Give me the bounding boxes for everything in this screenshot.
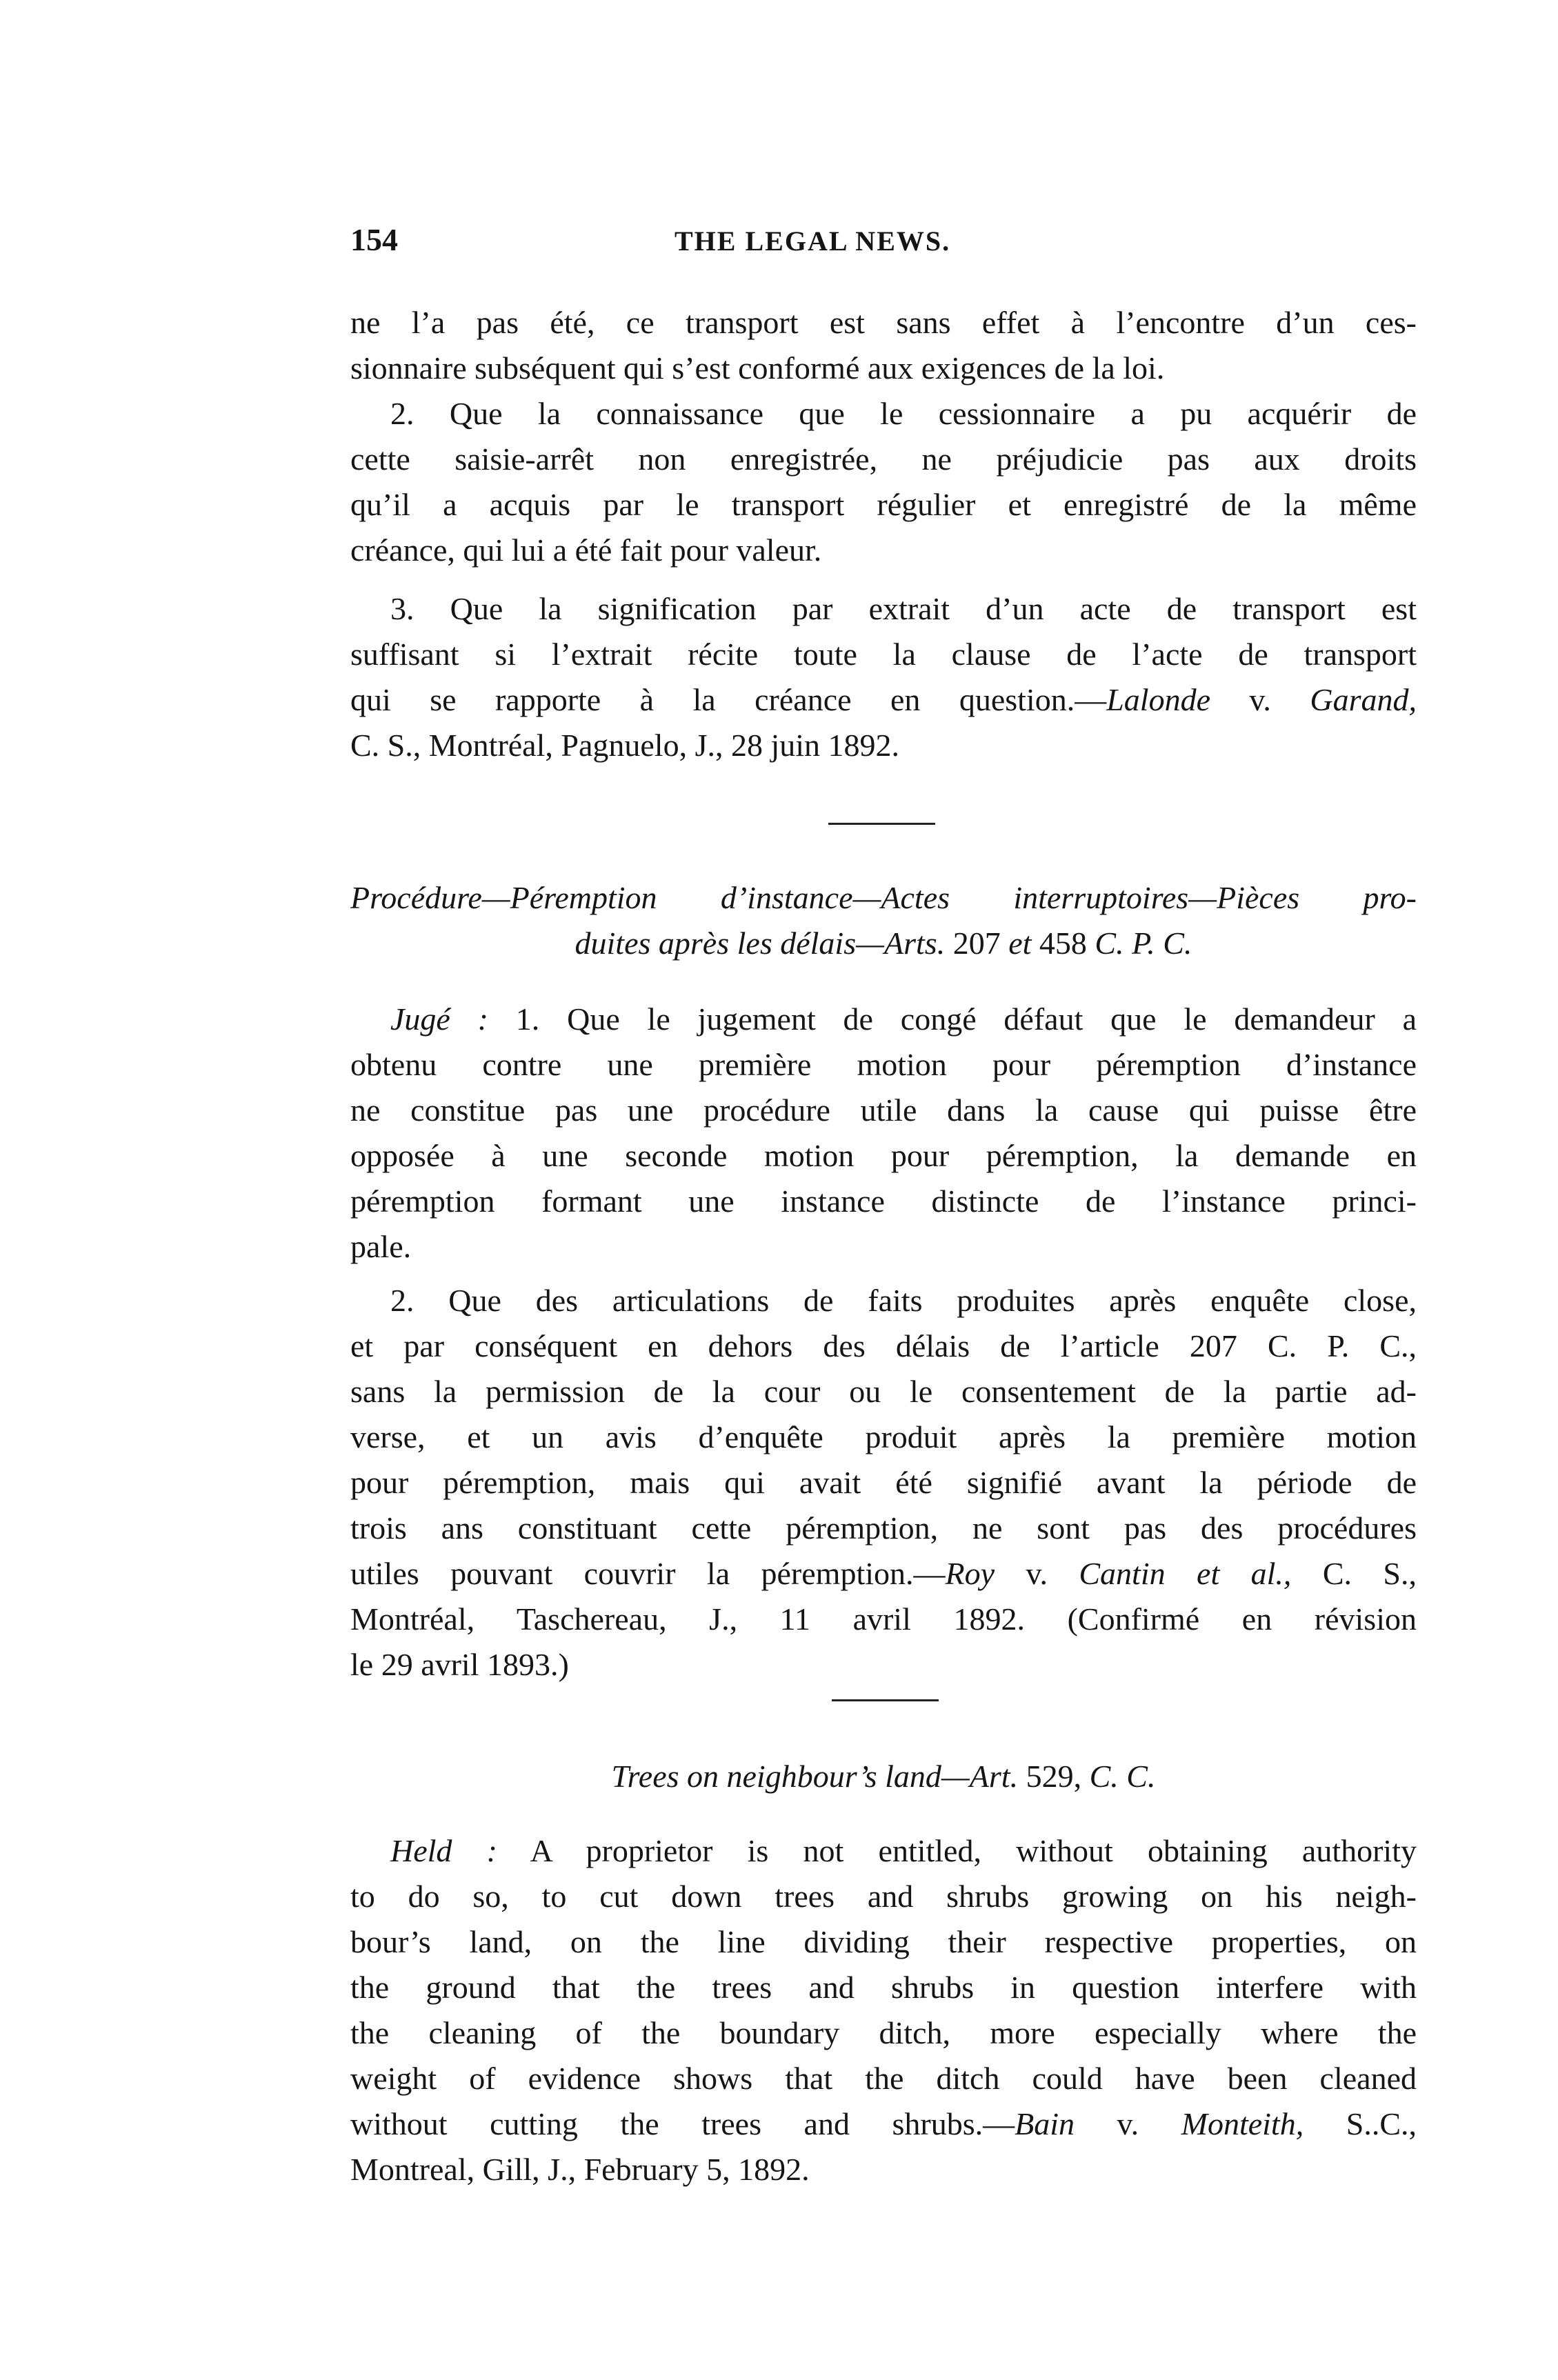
- case-versus: v.: [1210, 682, 1310, 717]
- case-citation-line: [350, 2101, 1417, 2148]
- case-party: Bain: [1015, 2106, 1075, 2141]
- text-line: pale.: [350, 1229, 412, 1264]
- heading-segment: 458: [1039, 926, 1087, 961]
- text-line: [350, 996, 1417, 1043]
- section-divider: [832, 1699, 939, 1701]
- text-line: et par conséquent en dehors des délais de l’article 207 C. P. C.,: [350, 1328, 1417, 1363]
- case-court: C. S.,: [1291, 1556, 1417, 1591]
- text-line: cette saisie-arrêt non enregistrée, ne préjudicie pas aux droits: [350, 441, 1417, 477]
- text-line: Montréal, Taschereau, J., 11 avril 1892. (Confirmé en révision: [350, 1601, 1417, 1637]
- heading-segment: 529,: [1026, 1759, 1082, 1794]
- running-title: THE LEGAL NEWS.: [675, 226, 951, 257]
- page-header: [350, 219, 1417, 261]
- case-party: Cantin et al.,: [1079, 1556, 1292, 1591]
- text-line: créance, qui lui a été fait pour valeur.: [350, 532, 822, 568]
- text-line: pour péremption, mais qui avait été signifié avant la période de: [350, 1465, 1417, 1500]
- section-heading-continued: [350, 920, 1417, 967]
- text-line: sans la permission de la cour ou le consentement de la partie ad-: [350, 1374, 1417, 1409]
- text-segment: qui se rapporte à la créance en question.—: [350, 682, 1107, 717]
- text-line: the cleaning of the boundary ditch, more especially where the: [350, 2015, 1417, 2050]
- heading-segment: duites après les délais—Arts.: [575, 926, 953, 961]
- heading-segment: Trees on neighbour’s land—Art.: [611, 1759, 1026, 1794]
- text-line: obtenu contre une première motion pour péremption d’instance: [350, 1047, 1417, 1082]
- case-versus: v.: [995, 1556, 1079, 1591]
- case-party: Garand,: [1310, 682, 1417, 717]
- text-line: weight of evidence shows that the ditch could have been cleaned: [350, 2061, 1417, 2096]
- text-line: trois ans constituant cette péremption, ne sont pas des procédures: [350, 1510, 1417, 1546]
- text-line: suffisant si l’extrait récite toute la clause de l’acte de transport: [350, 637, 1417, 672]
- case-party: Roy: [945, 1556, 995, 1591]
- text-line: C. S., Montréal, Pagnuelo, J., 28 juin 1892.: [350, 728, 900, 763]
- heading-segment: C. C.: [1081, 1759, 1156, 1794]
- text-line: verse, et un avis d’enquête produit après la première motion: [350, 1419, 1417, 1454]
- case-citation-line: [350, 677, 1417, 723]
- text-segment: utiles pouvant couvrir la péremption.—: [350, 1556, 946, 1591]
- text-line: ne l’a pas été, ce transport est sans effet à l’encontre d’un ces-: [350, 305, 1417, 340]
- text-segment: A proprietor is not entitled, without obtaining authority: [497, 1833, 1417, 1868]
- text-line: 2. Que la connaissance que le cessionnaire a pu acquérir de: [390, 396, 1417, 431]
- text-line: sionnaire subséquent qui s’est conformé aux exigences de la loi.: [350, 350, 1165, 386]
- text-line: the ground that the trees and shrubs in question interfere with: [350, 1970, 1417, 2005]
- text-line: 3. Que la signification par extrait d’un acte de transport est: [390, 591, 1417, 626]
- heading-segment: C. P. C.: [1086, 926, 1192, 961]
- section-divider: [828, 823, 935, 825]
- juge-label: Jugé :: [390, 1001, 488, 1037]
- section-heading: Procédure—Péremption d’instance—Actes interruptoires—Pièces pro-: [350, 880, 1417, 915]
- text-segment: without cutting the trees and shrubs.—: [350, 2106, 1015, 2141]
- case-court: S..C.,: [1304, 2106, 1417, 2141]
- text-line: ne constitue pas une procédure utile dans la cause qui puisse être: [350, 1092, 1417, 1128]
- text-line: qu’il a acquis par le transport régulier et enregistré de la même: [350, 487, 1417, 522]
- text-line: bour’s land, on the line dividing their respective properties, on: [350, 1924, 1417, 1959]
- case-party: Monteith,: [1181, 2106, 1304, 2141]
- case-party: Lalonde: [1106, 682, 1210, 717]
- case-citation-line: [350, 1550, 1417, 1597]
- text-segment: 1. Que le jugement de congé défaut que le demandeur a: [488, 1001, 1417, 1037]
- page-number: 154: [350, 222, 398, 257]
- text-line: 2. Que des articulations de faits produites après enquête close,: [390, 1283, 1417, 1318]
- text-line: [350, 1828, 1417, 1874]
- text-line: Montreal, Gill, J., February 5, 1892.: [350, 2152, 810, 2187]
- text-line: opposée à une seconde motion pour péremption, la demande en: [350, 1138, 1417, 1173]
- heading-segment: 207: [952, 926, 1001, 961]
- text-line: péremption formant une instance distincte de l’instance princi-: [350, 1183, 1417, 1219]
- held-label: Held :: [390, 1833, 497, 1868]
- text-line: to do so, to cut down trees and shrubs growing on his neigh-: [350, 1879, 1417, 1914]
- case-versus: v.: [1075, 2106, 1181, 2141]
- section-heading: [350, 1753, 1417, 1800]
- heading-segment: et: [1000, 926, 1039, 961]
- text-line: le 29 avril 1893.): [350, 1647, 569, 1682]
